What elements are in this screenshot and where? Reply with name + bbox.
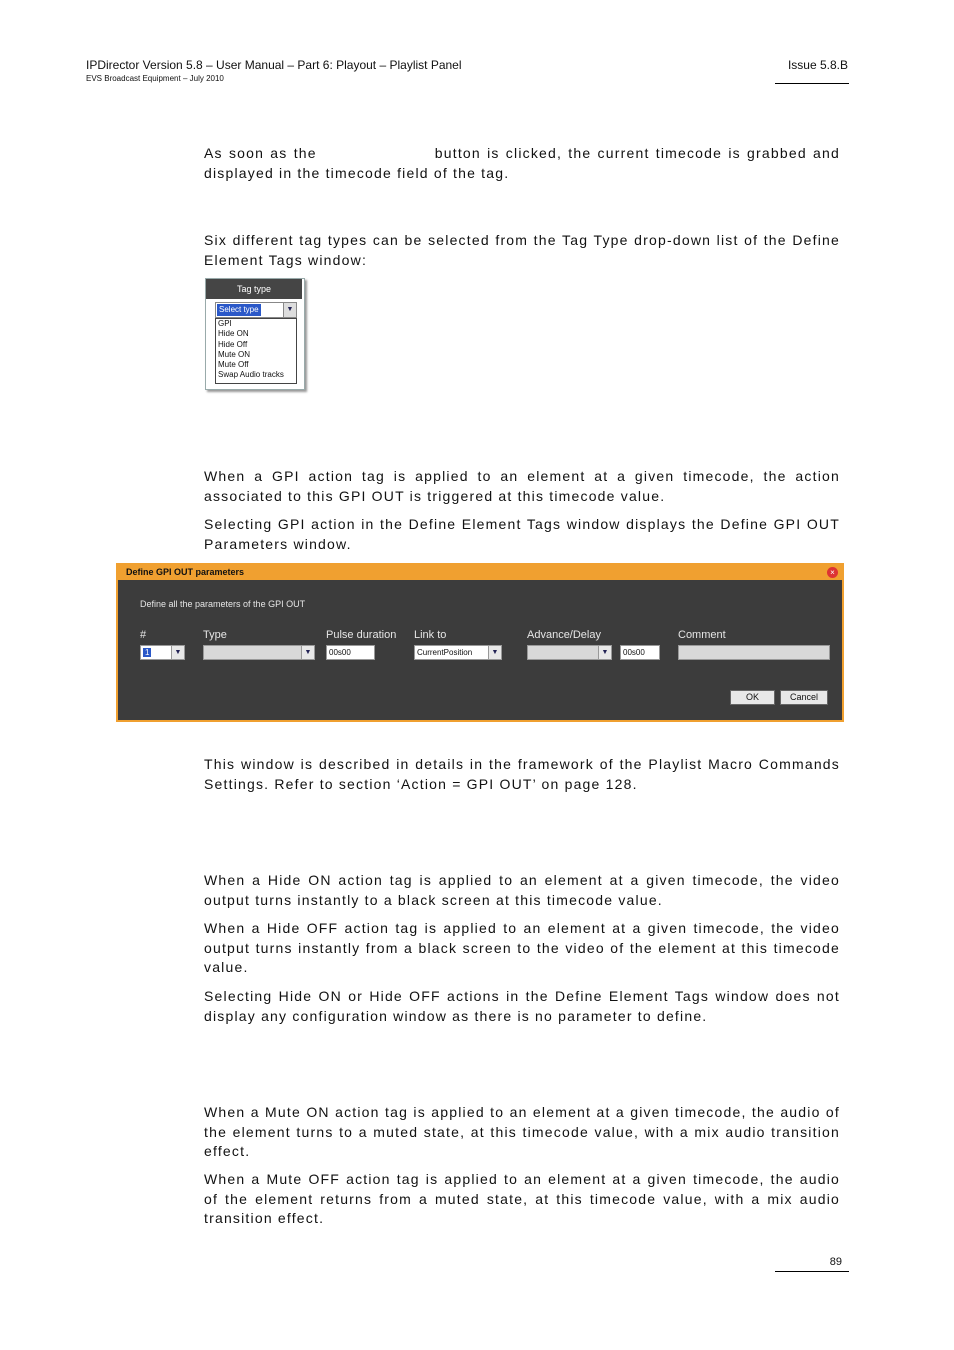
number-select[interactable] — [140, 645, 185, 660]
tag-type-options — [215, 318, 297, 384]
page-number: 89 — [829, 1256, 842, 1268]
paragraph-text: button is clicked, the current timecode is grabbed and displayed in the timecode field of the tag. — [204, 145, 840, 181]
type-select[interactable] — [203, 645, 315, 660]
paragraph-hide-on: When a Hide ON action tag is applied to an element at a given timecode, the video output turns instantly to a black screen at this timecode value. — [204, 872, 840, 908]
header-title: IPDirector Version 5.8 – User Manual – Part 6: Playout – Playlist Panel — [86, 58, 462, 72]
paragraph-gpi-window: Selecting GPI action in the Define Element Tags window displays the Define GPI OUT Parameters window. — [204, 516, 840, 552]
close-icon[interactable]: × — [827, 567, 838, 578]
tag-type-option[interactable]: Hide ON — [218, 329, 249, 339]
header-rule — [775, 83, 849, 84]
tag-type-option[interactable]: Swap Audio tracks — [218, 370, 284, 380]
ok-button[interactable]: OK — [730, 690, 775, 705]
chevron-down-icon[interactable]: ▼ — [598, 646, 611, 659]
comment-field[interactable] — [678, 645, 830, 660]
tag-type-select[interactable] — [215, 302, 297, 318]
tag-type-title: Tag type — [206, 279, 302, 299]
footer-rule — [775, 1271, 849, 1272]
paragraph-grab-timecode — [204, 144, 840, 183]
chevron-down-icon[interactable]: ▼ — [171, 646, 184, 659]
chevron-down-icon[interactable]: ▼ — [301, 646, 314, 659]
tag-type-selected: Select type — [219, 305, 259, 314]
chevron-down-icon[interactable]: ▼ — [488, 646, 501, 659]
advance-delay-select[interactable] — [527, 645, 612, 660]
comment-label: Comment — [678, 629, 726, 641]
link-to-select[interactable] — [414, 645, 502, 660]
number-value: 1 — [145, 648, 150, 657]
tag-type-option[interactable]: Hide Off — [218, 339, 248, 349]
paragraph-mute-on: When a Mute ON action tag is applied to an element at a given timecode, the audio of the element turns to a muted state, at this timecode value, with a mix audio transition effect. — [204, 1104, 840, 1159]
pulse-duration-label: Pulse duration — [326, 629, 397, 641]
paragraph-tag-types: Six different tag types can be selected from the Tag Type drop-down list of the Define Element Tags window: — [204, 232, 840, 268]
header-issue: Issue 5.8.B — [787, 58, 848, 72]
pulse-duration-field[interactable]: 00s00 — [326, 645, 375, 660]
paragraph-gpi-action: When a GPI action tag is applied to an element at a given timecode, the action associated to this GPI OUT is triggered at this timecode value. — [204, 468, 840, 504]
paragraph-text: As soon as the — [204, 145, 317, 161]
number-label: # — [140, 629, 147, 641]
tag-type-option[interactable]: Mute Off — [218, 360, 249, 370]
tag-type-dropdown-image — [205, 278, 305, 390]
advance-delay-time-field[interactable]: 00s00 — [620, 645, 660, 660]
link-to-label: Link to — [414, 629, 447, 641]
tag-type-option[interactable]: GPI — [218, 319, 232, 328]
type-label: Type — [203, 629, 227, 641]
dialog-instruction: Define all the parameters of the GPI OUT — [140, 599, 306, 609]
chevron-down-icon[interactable]: ▼ — [283, 303, 296, 317]
link-to-value: CurrentPosition — [417, 648, 473, 657]
gpi-out-dialog — [116, 563, 844, 722]
tag-type-option[interactable]: Mute ON — [218, 349, 251, 359]
paragraph-hide-off: When a Hide OFF action tag is applied to an element at a given timecode, the video output turns instantly from a black screen to the video of the element at this timecode value. — [204, 920, 840, 975]
header-subtitle: EVS Broadcast Equipment – July 2010 — [86, 74, 224, 83]
cancel-button[interactable]: Cancel — [780, 690, 828, 705]
dialog-title: Define GPI OUT parameters — [118, 565, 842, 580]
paragraph-window-described: This window is described in details in the framework of the Playlist Macro Commands Settings. Refer to section ‘Action = GPI OUT’ on page 128. — [204, 756, 840, 792]
advance-delay-label: Advance/Delay — [527, 629, 601, 641]
paragraph-hide-config: Selecting Hide ON or Hide OFF actions in the Define Element Tags window does not display any configuration window as there is no parameter to define. — [204, 988, 840, 1024]
paragraph-mute-off: When a Mute OFF action tag is applied to an element at a given timecode, the audio of the element returns from a muted state, at this timecode value, with a mix audio transition effect. — [204, 1171, 840, 1226]
